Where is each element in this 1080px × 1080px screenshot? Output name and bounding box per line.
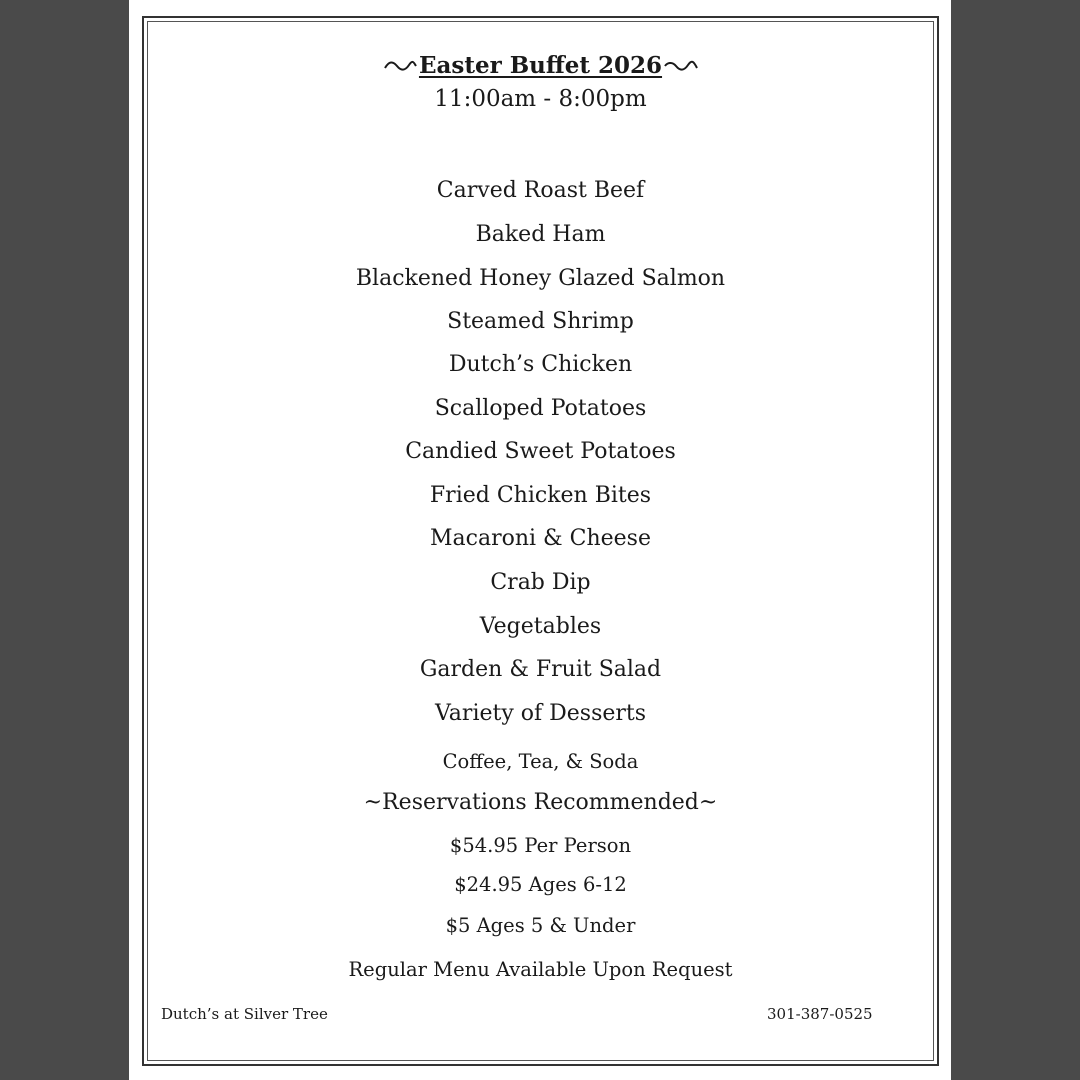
reservations-note: ~Reservations Recommended~ xyxy=(363,790,718,815)
venue-name: Dutch’s at Silver Tree xyxy=(161,1005,328,1023)
left-swash-ornament xyxy=(383,59,417,73)
menu-item: Vegetables xyxy=(479,614,602,639)
buffet-hours: 11:00am - 8:00pm xyxy=(434,86,647,112)
page-title: Easter Buffet 2026 xyxy=(418,52,663,79)
menu-item: Dutch’s Chicken xyxy=(448,352,633,377)
menu-item: Garden & Fruit Salad xyxy=(419,657,662,682)
menu-item: Macaroni & Cheese xyxy=(430,526,651,551)
right-swash-ornament xyxy=(664,59,698,73)
menu-item: Crab Dip xyxy=(490,570,591,595)
beverages-line: Coffee, Tea, & Soda xyxy=(442,750,639,773)
menu-item: Blackened Honey Glazed Salmon xyxy=(355,266,726,291)
menu-item: Baked Ham xyxy=(475,222,606,247)
menu-item: Variety of Desserts xyxy=(434,701,647,726)
menu-item: Fried Chicken Bites xyxy=(429,483,652,508)
price-adult: $54.95 Per Person xyxy=(449,834,632,857)
menu-item: Carved Roast Beef xyxy=(436,178,645,203)
menu-item: Scalloped Potatoes xyxy=(434,396,647,421)
regular-menu-note: Regular Menu Available Upon Request xyxy=(348,958,733,981)
menu-item: Candied Sweet Potatoes xyxy=(405,439,676,464)
price-child: $24.95 Ages 6-12 xyxy=(454,873,627,896)
menu-item: Steamed Shrimp xyxy=(447,309,634,334)
price-small-child: $5 Ages 5 & Under xyxy=(445,914,636,937)
title-row xyxy=(147,52,934,79)
phone-number: 301-387-0525 xyxy=(767,1005,873,1023)
